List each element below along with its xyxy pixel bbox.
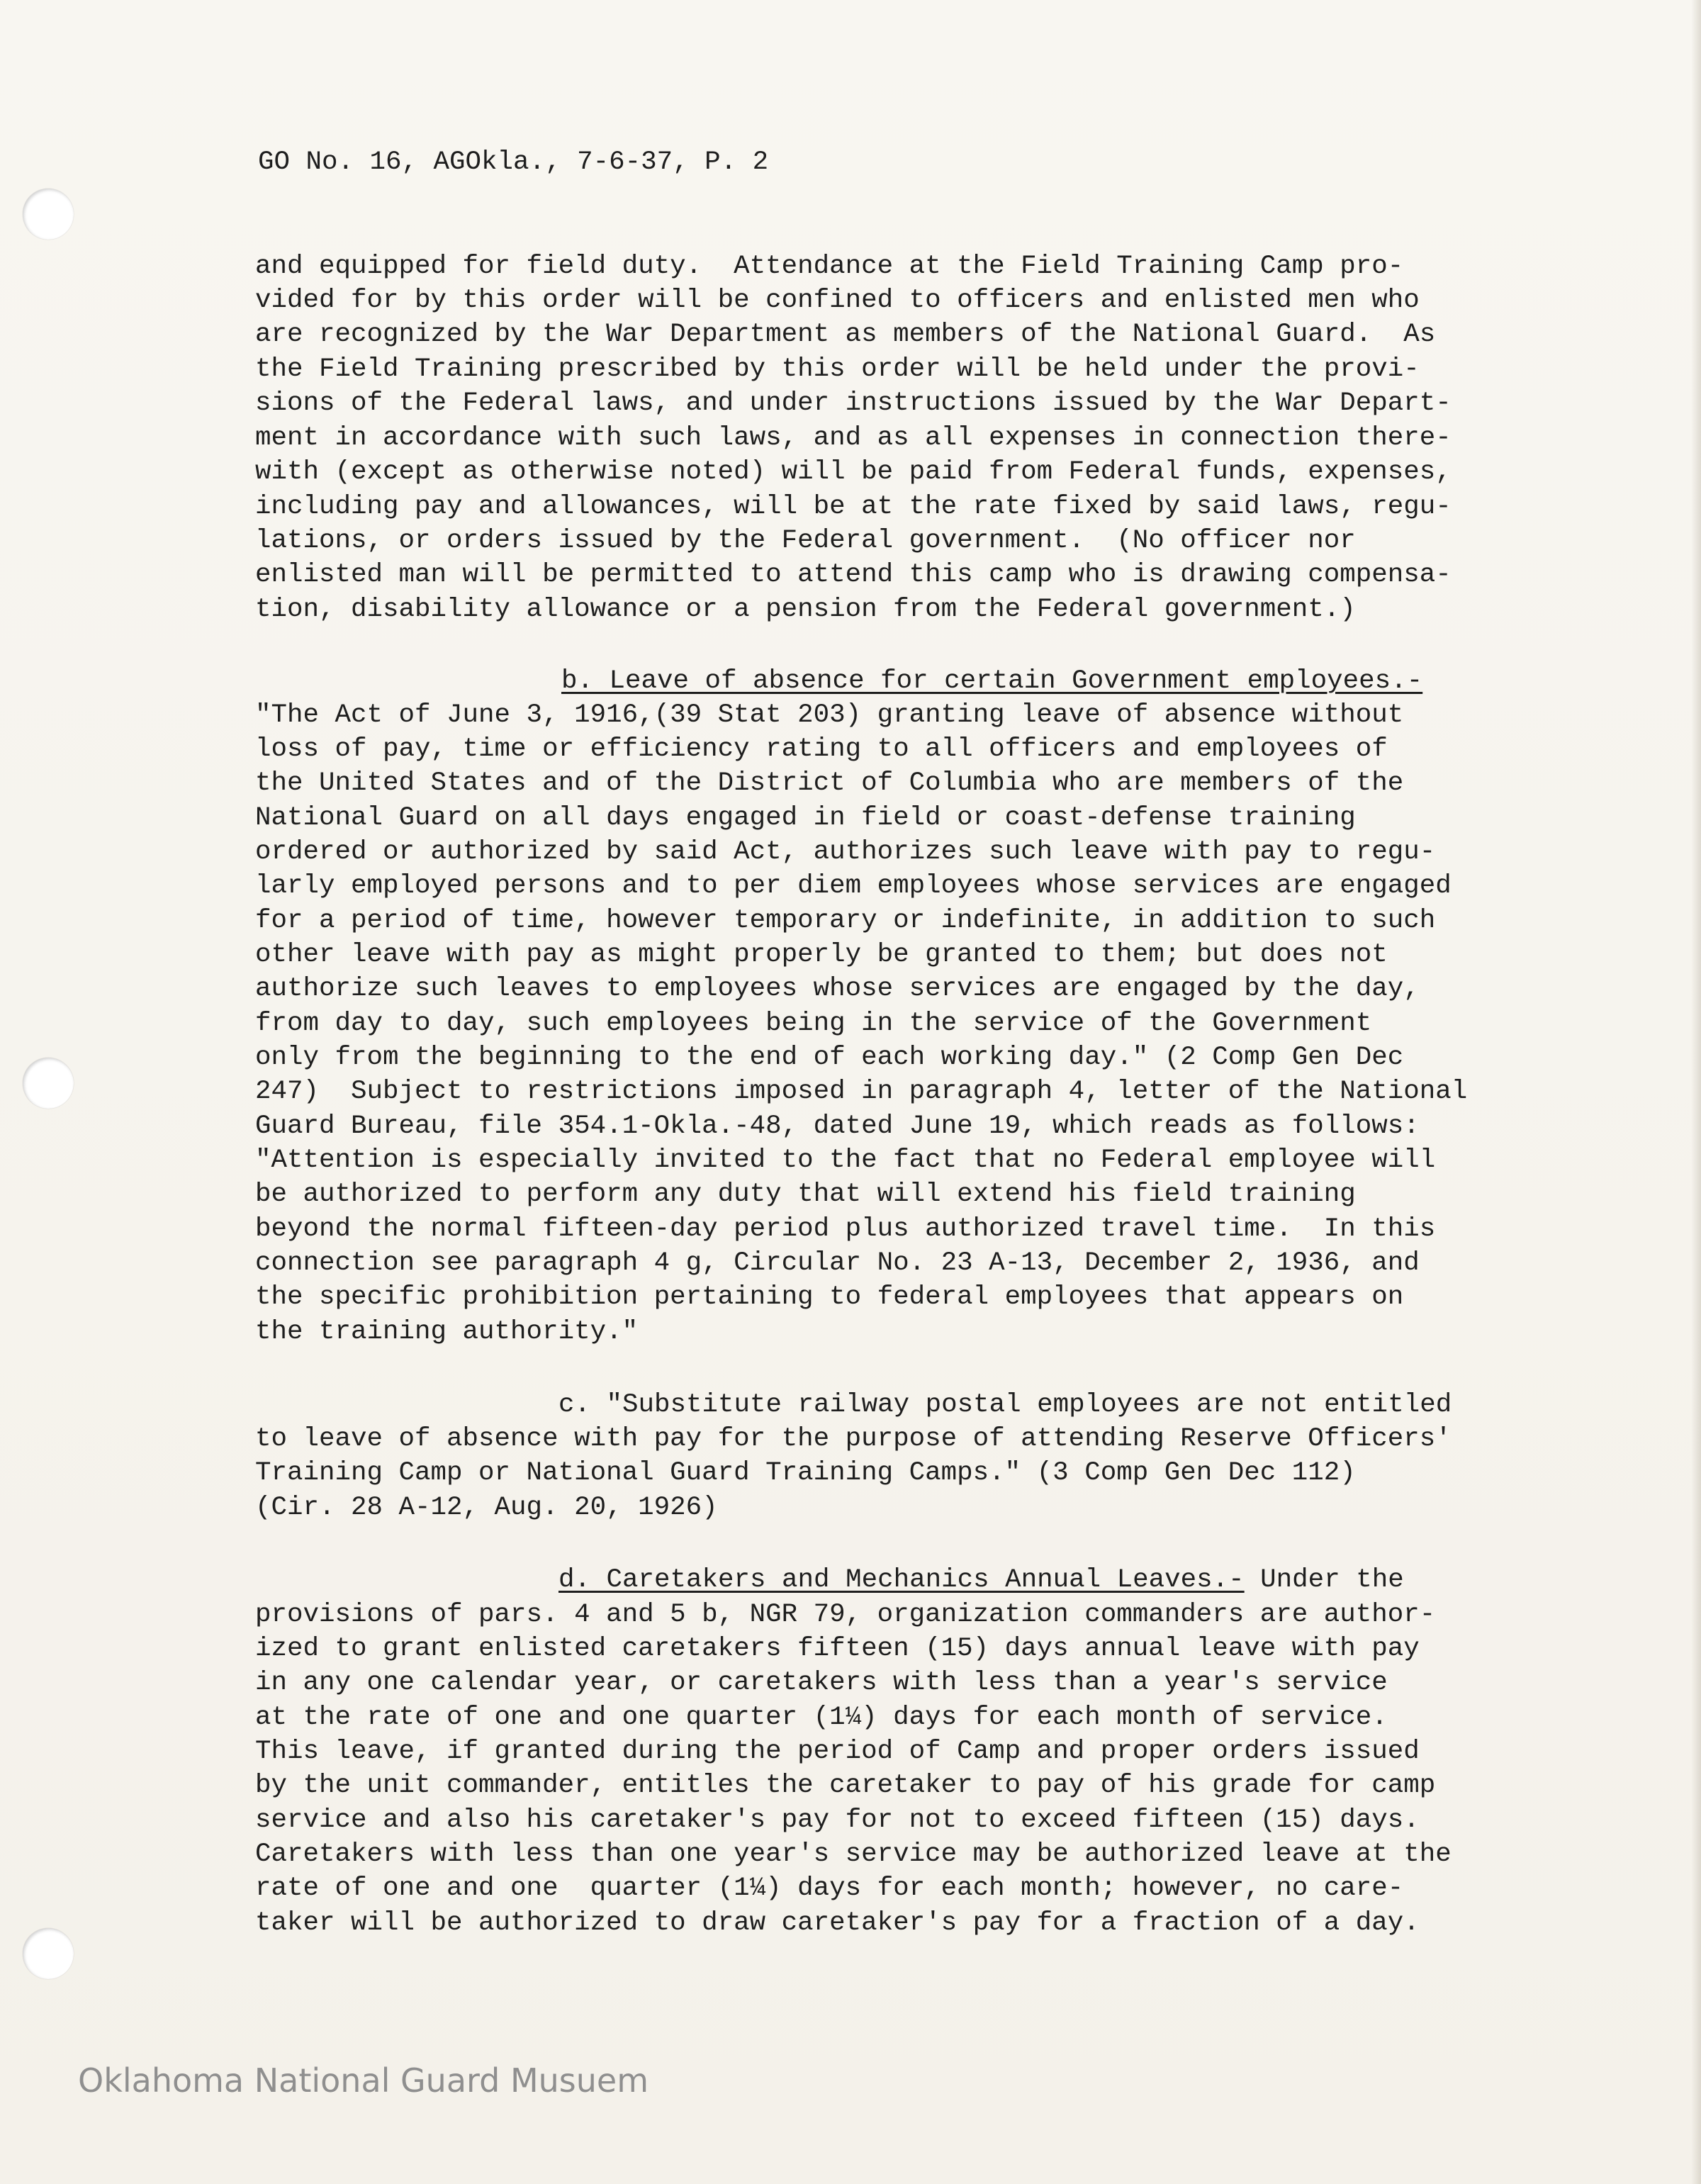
paragraph-d-heading: d. Caretakers and Mechanics Annual Leaves.- (558, 1565, 1245, 1595)
punch-hole-bottom (23, 1928, 74, 1979)
paragraph-d-line: in any one calendar year, or caretakers with less than a year's service (255, 1668, 1388, 1698)
paragraph-d-heading-line (558, 1563, 1404, 1597)
paragraph-d-line: service and also his caretaker's pay for not to exceed fifteen (15) days. (255, 1805, 1420, 1835)
paragraph-a-line: tion, disability allowance or a pension from the Federal government.) (255, 595, 1356, 625)
paragraph-b-line: the training authority." (255, 1317, 639, 1347)
paragraph-c-line: (Cir. 28 A-12, Aug. 20, 1926) (255, 1493, 718, 1523)
paragraph-c-line: to leave of absence with pay for the purpose of attending Reserve Officers' (255, 1424, 1452, 1454)
paragraph-a-line: are recognized by the War Department as members of the National Guard. As (255, 320, 1436, 349)
paragraph-b-line: larly employed persons and to per diem employees whose services are engaged (255, 871, 1452, 901)
punch-hole-middle (23, 1058, 74, 1109)
paragraph-b-line: "The Act of June 3, 1916,(39 Stat 203) granting leave of absence without (255, 700, 1404, 730)
paragraph-b-line: for a period of time, however temporary or indefinite, in addition to such (255, 906, 1436, 936)
paragraph-d-line: ized to grant enlisted caretakers fifteen (15) days annual leave with pay (255, 1634, 1420, 1664)
paragraph-d-heading-tail: Under the (1244, 1565, 1404, 1595)
paragraph-c-first-line: c. "Substitute railway postal employees are not entitled (558, 1390, 1452, 1420)
paragraph-b-line: authorize such leaves to employees whose services are engaged by the day, (255, 974, 1420, 1004)
paragraph-b-line: Guard Bureau, file 354.1-Okla.-48, dated June 19, which reads as follows: (255, 1111, 1420, 1141)
paragraph-b-line: 247) Subject to restrictions imposed in paragraph 4, letter of the National (255, 1077, 1468, 1107)
paragraph-b-line: connection see paragraph 4 g, Circular No. 23 A-13, December 2, 1936, and (255, 1248, 1420, 1278)
paragraph-b-line: "Attention is especially invited to the fact that no Federal employee will (255, 1146, 1436, 1175)
page-header: GO No. 16, AGOkla., 7-6-37, P. 2 (258, 147, 769, 177)
paragraph-a-line: sions of the Federal laws, and under instructions issued by the War Depart- (255, 388, 1452, 418)
paragraph-b-line: be authorized to perform any duty that will extend his field training (255, 1180, 1356, 1209)
paragraph-d-line: by the unit commander, entitles the caretaker to pay of his grade for camp (255, 1771, 1436, 1801)
paragraph-b-heading: b. Leave of absence for certain Government employees.- (561, 666, 1423, 696)
paragraph-a-line: with (except as otherwise noted) will be paid from Federal funds, expenses, (255, 457, 1452, 487)
paragraph-a-line: the Field Training prescribed by this order will be held under the provi- (255, 354, 1420, 384)
paragraph-d-line: rate of one and one quarter (1¼) days for each month; however, no care- (255, 1874, 1404, 1903)
paragraph-b-line: other leave with pay as might properly be granted to them; but does not (255, 940, 1388, 970)
page-edge-shadow (1691, 0, 1701, 2184)
paragraph-b-line: the specific prohibition pertaining to federal employees that appears on (255, 1282, 1404, 1312)
museum-watermark: Oklahoma National Guard Musuem (78, 2061, 649, 2100)
paragraph-a-line: and equipped for field duty. Attendance at the Field Training Camp pro- (255, 252, 1404, 281)
paragraph-b-line: from day to day, such employees being in the service of the Government (255, 1009, 1372, 1038)
paragraph-d-line: This leave, if granted during the period of Camp and proper orders issued (255, 1737, 1420, 1766)
paragraph-a-line: including pay and allowances, will be at the rate fixed by said laws, regu- (255, 492, 1452, 522)
paragraph-b-line: ordered or authorized by said Act, authorizes such leave with pay to regu- (255, 837, 1436, 867)
paragraph-b-line: beyond the normal fifteen-day period plus authorized travel time. In this (255, 1214, 1436, 1244)
paragraph-b-line: National Guard on all days engaged in field or coast-defense training (255, 803, 1356, 833)
paragraph-d-line: provisions of pars. 4 and 5 b, NGR 79, organization commanders are author- (255, 1600, 1436, 1630)
paragraph-d-line: taker will be authorized to draw caretaker's pay for a fraction of a day. (255, 1908, 1420, 1938)
paragraph-b-line: the United States and of the District of Columbia who are members of the (255, 768, 1404, 798)
paragraph-d-line: Caretakers with less than one year's service may be authorized leave at the (255, 1839, 1452, 1869)
punch-hole-top (23, 189, 74, 240)
paragraph-d-line: at the rate of one and one quarter (1¼) days for each month of service. (255, 1703, 1388, 1732)
paragraph-b-line: loss of pay, time or efficiency rating to all officers and employees of (255, 734, 1388, 764)
paragraph-a-line: lations, or orders issued by the Federal government. (No officer nor (255, 526, 1356, 556)
paragraph-a-line: enlisted man will be permitted to attend this camp who is drawing compensa- (255, 560, 1452, 590)
paragraph-c-line: Training Camp or National Guard Training Camps." (3 Comp Gen Dec 112) (255, 1458, 1356, 1488)
paragraph-a-line: vided for by this order will be confined to officers and enlisted men who (255, 286, 1420, 315)
paragraph-b-line: only from the beginning to the end of each working day." (2 Comp Gen Dec (255, 1043, 1404, 1073)
paragraph-a-line: ment in accordance with such laws, and as all expenses in connection there- (255, 423, 1452, 453)
